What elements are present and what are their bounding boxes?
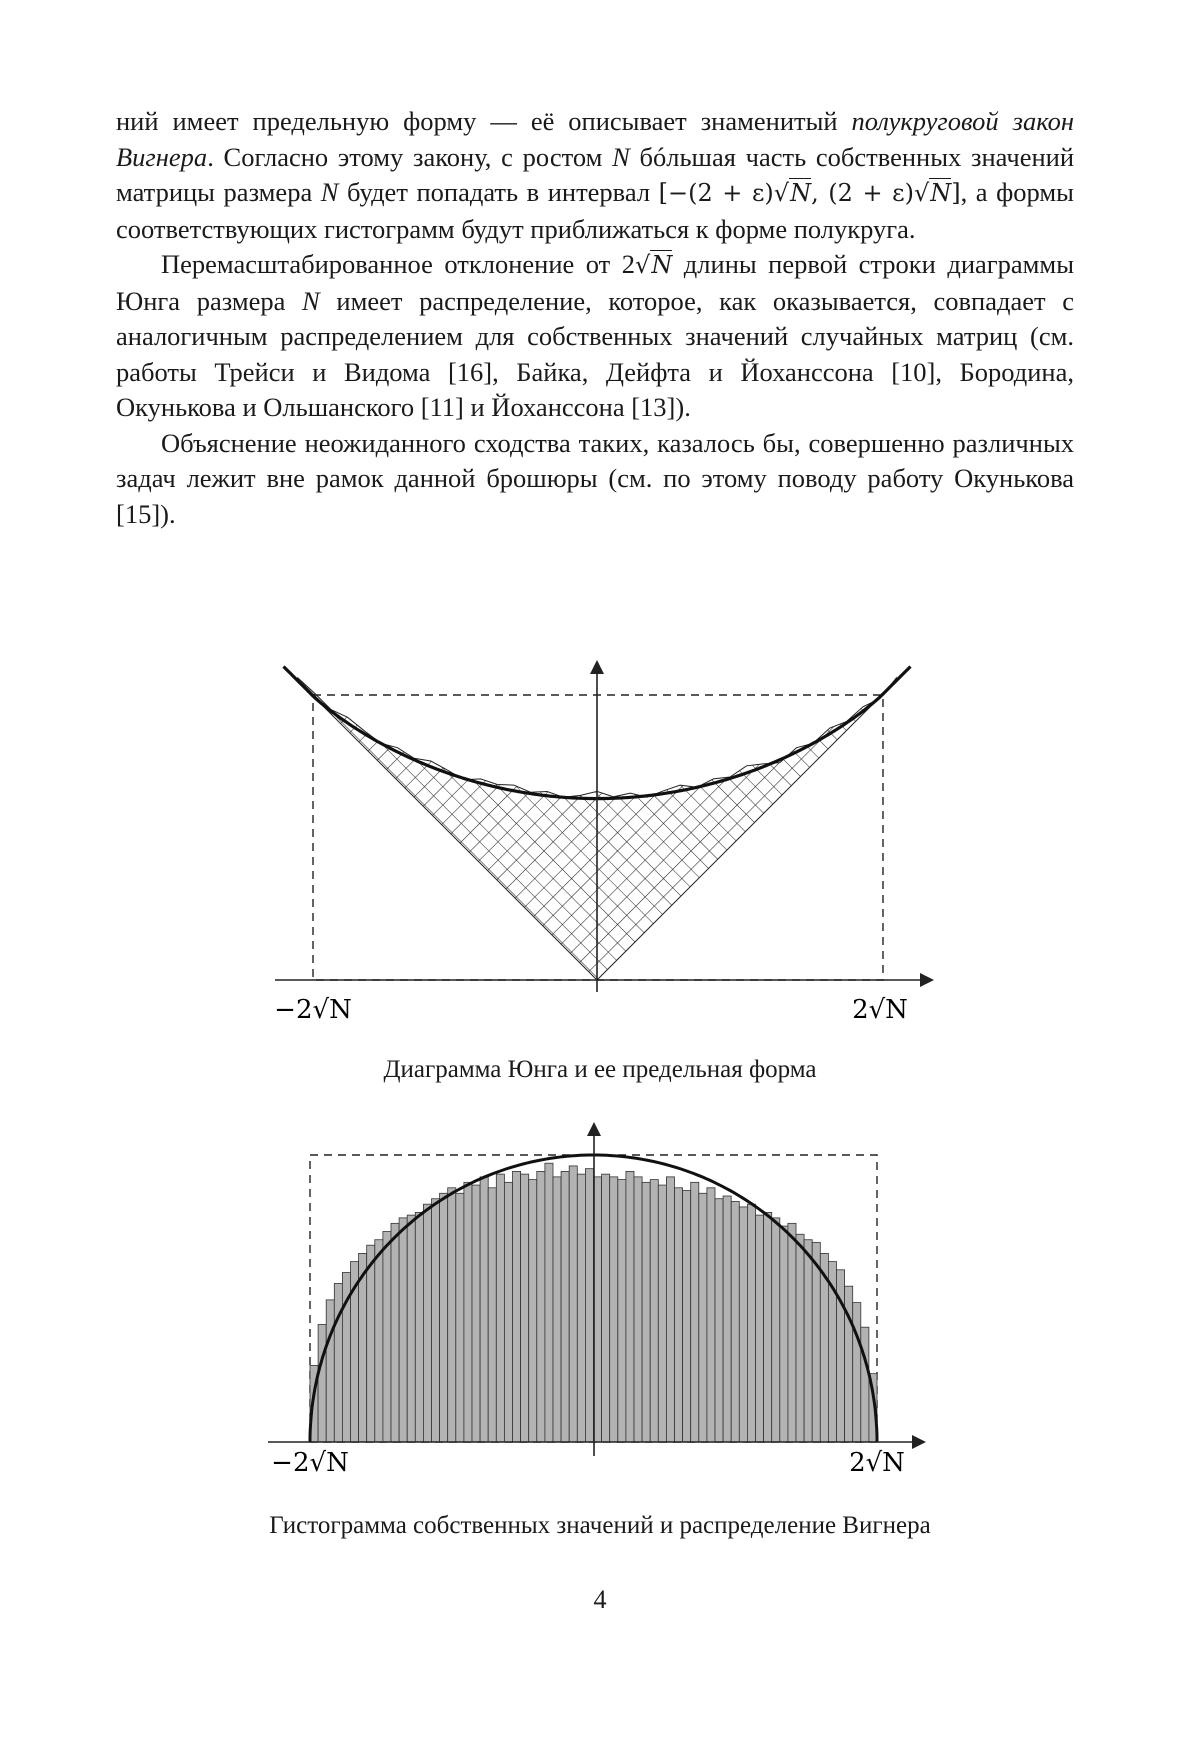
figure1-caption: Диаграмма Юнга и ее предельная форма xyxy=(383,1056,817,1083)
body-text xyxy=(116,104,1074,532)
histogram-bar xyxy=(456,1193,464,1442)
histogram-bar xyxy=(537,1171,545,1442)
figure2-caption: Гистограмма собственных значений и распределение Вигнера xyxy=(269,1512,931,1539)
y-axis-arrow xyxy=(590,660,604,674)
histogram-bar xyxy=(334,1283,342,1442)
histogram-bar xyxy=(666,1177,674,1442)
histogram-bar xyxy=(634,1177,642,1442)
histogram-bar xyxy=(375,1240,383,1442)
histogram-bar xyxy=(812,1242,820,1442)
histogram-bar xyxy=(326,1300,334,1442)
histogram-bar xyxy=(610,1177,618,1442)
histogram-bar xyxy=(707,1188,715,1442)
interval-expression: [−(2 + ε)√N, (2 + ε)√N] xyxy=(658,179,961,207)
histogram-bar xyxy=(602,1174,610,1442)
x-right-label: 2√N xyxy=(849,1448,905,1478)
x-left-label: −2√N xyxy=(271,1448,349,1478)
histogram-bar xyxy=(448,1188,456,1442)
histogram-bar xyxy=(496,1174,504,1442)
histogram-bar xyxy=(504,1182,512,1442)
histogram-bar xyxy=(480,1177,488,1442)
histogram-bar xyxy=(731,1201,739,1442)
histogram-bar xyxy=(488,1188,496,1442)
histogram-bar xyxy=(529,1180,537,1442)
histogram-bar xyxy=(723,1196,731,1442)
histogram-bar xyxy=(796,1234,804,1442)
histogram-bar xyxy=(569,1166,577,1442)
histogram-bar xyxy=(764,1212,772,1442)
paragraph-2: Перемасштабированное отклонение от 2√N длины первой строки диаграммы Юнга размера N имеет распределение, которое, как оказывается, совпадает с аналогичным распределением для собственных значений случайных матриц (см. работы Трейси и Видома [16], Байка, Дейфта и Йоханссона [10], Бородина, Окунькова и Ольшанского [11] и Йоханссона [13]). xyxy=(116,249,1075,422)
x-axis-arrow xyxy=(920,973,934,987)
wigner-histogram-figure xyxy=(0,1110,1200,1510)
histogram-bar xyxy=(415,1212,423,1442)
histogram-bar xyxy=(699,1193,707,1442)
histogram-bar xyxy=(861,1327,869,1442)
paragraph-1: ний имеет предельную форму — её описывает знаменитый полукруговой закон Вигнера. Согласно этому закону, с ростом N бóльшая часть собственных значений матрицы размера N будет попадать в интервал [−(2 + ε)√N, (2 + ε)√N], а формы соответствующих гистограмм будут приближаться к форме полукруга. xyxy=(116,106,1075,244)
histogram-bar xyxy=(561,1171,569,1442)
histogram-bar xyxy=(626,1171,634,1442)
histogram-bar xyxy=(772,1218,780,1442)
histogram-bar xyxy=(853,1303,861,1442)
histogram-bar xyxy=(747,1204,755,1442)
page-number: 4 xyxy=(593,1585,607,1614)
histogram-bar xyxy=(383,1232,391,1442)
histogram-bar xyxy=(691,1182,699,1442)
histogram-bar xyxy=(399,1218,407,1442)
histogram-bar xyxy=(788,1223,796,1442)
histogram-bar xyxy=(521,1174,529,1442)
histogram-bar xyxy=(577,1174,585,1442)
paragraph-3: Объяснение неожиданного сходства таких, казалось бы, совершенно различных задач лежит вне рамок данной брошюры (см. по этому поводу работу Окунькова [15]). xyxy=(116,427,1074,529)
histogram-bar xyxy=(804,1240,812,1442)
histogram-bar xyxy=(618,1180,626,1442)
x-left-label: −2√N xyxy=(274,995,352,1025)
histogram-bar xyxy=(553,1177,561,1442)
histogram-bar xyxy=(739,1207,747,1442)
x-right-label: 2√N xyxy=(852,995,908,1025)
histogram-bar xyxy=(464,1182,472,1442)
histogram-bar xyxy=(780,1226,788,1442)
histogram-bar xyxy=(432,1199,440,1442)
young-diagram-figure xyxy=(0,640,1200,1060)
histogram-bar xyxy=(650,1180,658,1442)
histogram-bar xyxy=(367,1245,375,1442)
histogram-bar xyxy=(715,1199,723,1442)
histogram-bar xyxy=(675,1188,683,1442)
histogram-bar xyxy=(756,1215,764,1442)
histogram-bar xyxy=(440,1193,448,1442)
histogram-bar xyxy=(683,1191,691,1442)
histogram-bar xyxy=(472,1185,480,1442)
histogram-bar xyxy=(513,1171,521,1442)
histogram-bar xyxy=(391,1223,399,1442)
histogram-bar xyxy=(407,1215,415,1442)
y-axis-arrow xyxy=(587,1122,601,1136)
histogram-bar xyxy=(545,1163,553,1442)
histogram-bar xyxy=(423,1204,431,1442)
histogram-bar xyxy=(585,1169,593,1442)
histogram-bar xyxy=(658,1185,666,1442)
x-axis-arrow xyxy=(912,1435,926,1449)
histogram-bar xyxy=(642,1182,650,1442)
histogram-bar xyxy=(318,1324,326,1442)
